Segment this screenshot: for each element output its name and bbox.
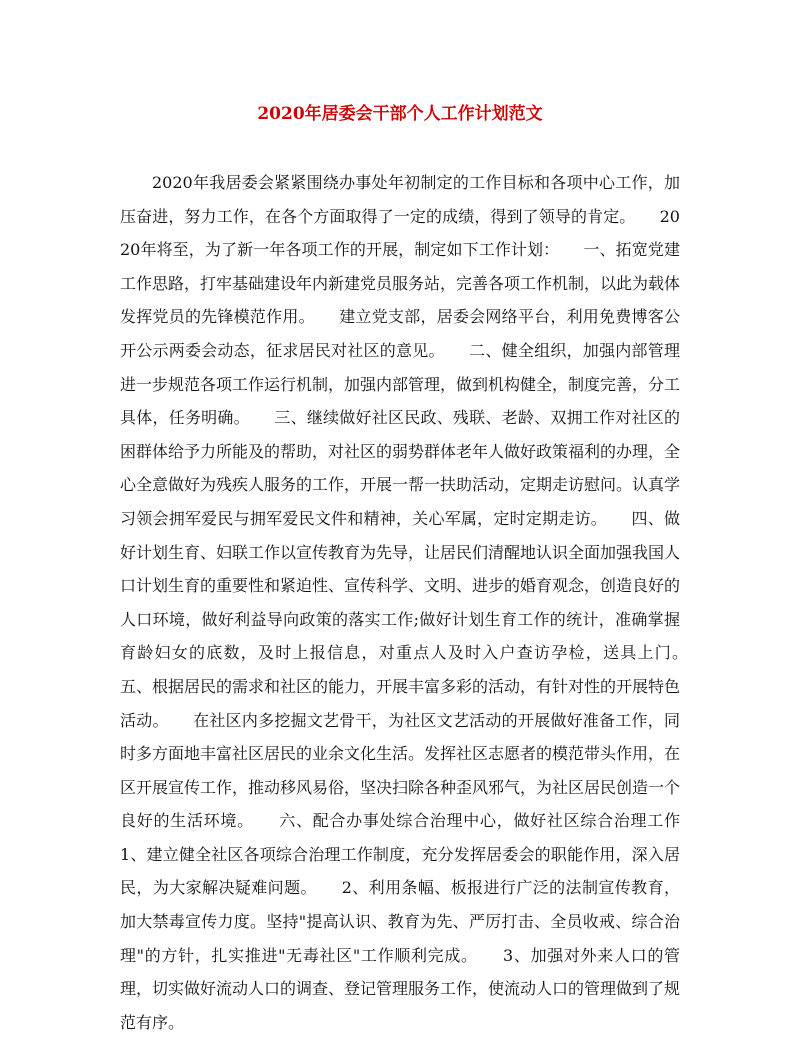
- document-body: 2020年我居委会紧紧围绕办事处年初制定的工作目标和各项中心工作，加压奋进，努力工作，在各个方面取得了一定的成绩，得到了领导的肯定。 2020年将至，为了新一年各项工作的开展，制定如下工作计划： 一、拓宽党建工作思路，打牢基础建设年内新建党员服务站，完善各项工作机制，以此为载体发挥党员的先锋模范作用。 建立党支部，居委会网络平台，利用免费博客公开公示两委会动态，征求居民对社区的意见。 二、健全组织，加强内部管理进一步规范各项工作运行机制，加强内部管理，做到机构健全，制度完善，分工具体，任务明确。 三、继续做好社区民政、残联、老龄、双拥工作对社区的困群体给予力所能及的帮助，对社区的弱势群体老年人做好政策福利的办理，全心全意做好为残疾人服务的工作，开展一帮一扶助活动，定期走访慰问。认真学习领会拥军爱民与拥军爱民文件和精神，关心军属，定时定期走访。 四、做好计划生育、妇联工作以宣传教育为先导，让居民们清醒地认识全面加强我国人口计划生育的重要性和紧迫性、宣传科学、文明、进步的婚育观念，创造良好的人口环境，做好利益导向政策的落实工作;做好计划生育工作的统计，准确掌握育龄妇女的底数，及时上报信息，对重点人及时入户查访孕检，送具上门。 五、根据居民的需求和社区的能力，开展丰富多彩的活动，有针对性的开展特色活动。 在社区内多挖掘文艺骨干，为社区文艺活动的开展做好准备工作，同时多方面地丰富社区居民的业余文化生活。发挥社区志愿者的模范带头作用，在区开展宣传工作，推动移风易俗，坚决扫除各种歪风邪气，为社区居民创造一个良好的生活环境。 六、配合办事处综合治理中心，做好社区综合治理工作 1、建立健全社区各项综合治理工作制度，充分发挥居委会的职能作用，深入居民，为大家解决疑难问题。 2、利用条幅、板报进行广泛的法制宣传教育，加大禁毒宣传力度。坚持"提高认识、教育为先、严厉打击、全员收戒、综合治理"的方针，扎实推进"无毒社区"工作顺利完成。 3、加强对外来人口的管理，切实做好流动人口的调查、登记管理服务工作，使流动人口的管理做到了规范有序。: [120, 173, 713, 1032]
- document-title: 2020年居委会干部个人工作计划范文: [257, 104, 543, 124]
